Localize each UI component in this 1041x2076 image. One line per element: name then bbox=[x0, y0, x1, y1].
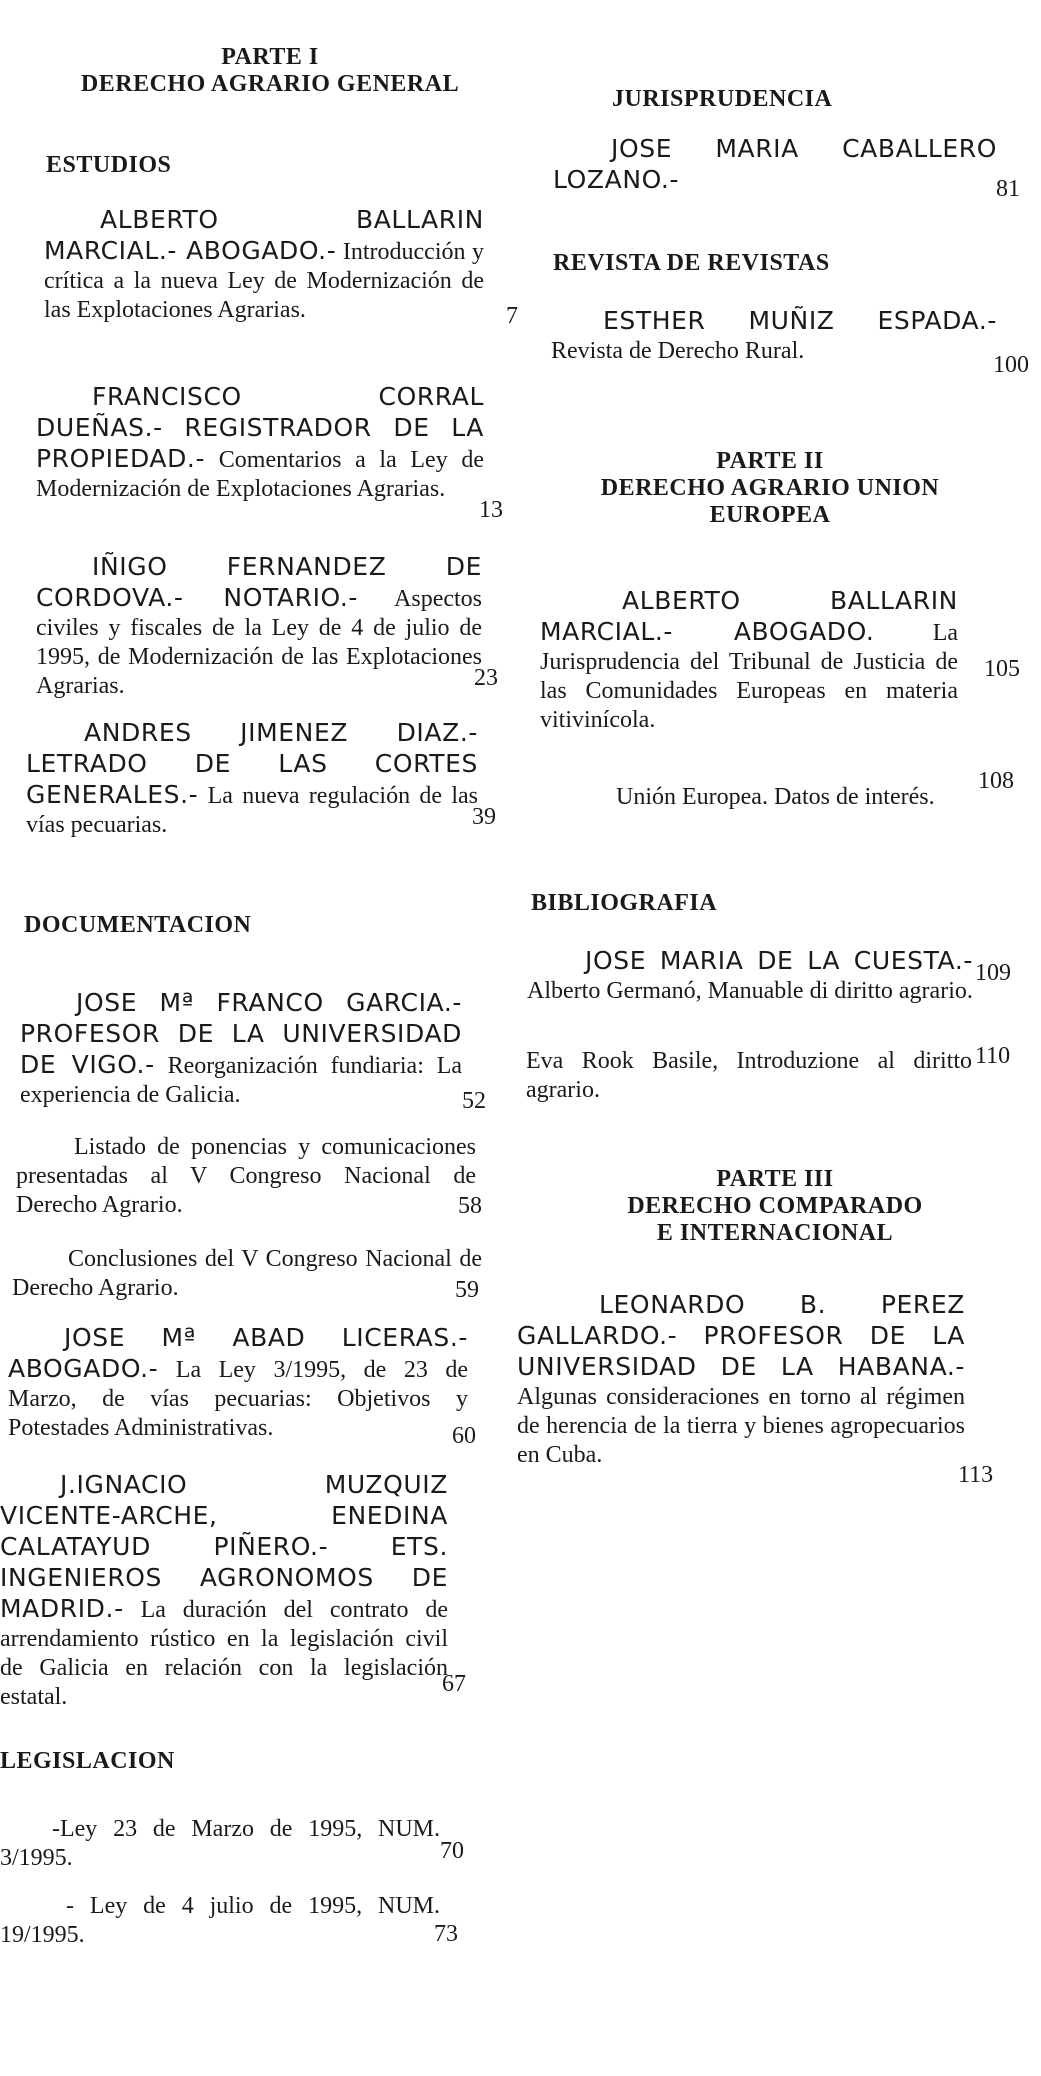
toc-entry bbox=[534, 783, 944, 812]
toc-entry bbox=[526, 1047, 972, 1105]
entry-title: Eva Rook Basile, Introduzione al diritto agrario. bbox=[526, 1048, 972, 1103]
entry-author: ALBERTO BALLARIN MARCIAL.- ABOGADO. bbox=[540, 586, 958, 646]
page-number: 113 bbox=[958, 1462, 994, 1488]
page-number: 52 bbox=[462, 1088, 486, 1114]
entry-author: JOSE MARIA DE LA CUESTA.- bbox=[585, 946, 973, 975]
entry-title: La duración del contrato de arrendamiento rústico en la legislación civil de Galicia en relación con la legislación estatal. bbox=[0, 1597, 448, 1710]
entry-title: Comentarios a la Ley de Modernización de Explotaciones Agrarias. bbox=[36, 447, 485, 502]
section-heading-jurisprudencia: JURISPRUDENCIA bbox=[612, 86, 833, 112]
entry-title: Unión Europea. Datos de interés. bbox=[616, 784, 935, 810]
page-number: 105 bbox=[984, 656, 1020, 682]
page-number: 59 bbox=[455, 1277, 479, 1303]
entry-title: Conclusiones del V Congreso Nacional de Derecho Agrario. bbox=[12, 1246, 482, 1301]
entry-title: La nueva regulación de las vías pecuarias. bbox=[26, 783, 478, 838]
entry-title: La Ley 3/1995, de 23 de Marzo, de vías pecuarias: Objetivos y Potestades Administrativas. bbox=[8, 1357, 468, 1441]
toc-entry bbox=[540, 586, 958, 735]
entry-title: La Jurisprudencia del Tribunal de Justicia de las Comunidades Europeas en materia vitivinícola. bbox=[540, 620, 959, 733]
part-3-title-line1: DERECHO COMPARADO bbox=[627, 1193, 923, 1219]
entry-title: Reorganización fundiaria: La experiencia de Galicia. bbox=[20, 1053, 463, 1108]
part-2-label: PARTE II bbox=[716, 448, 824, 474]
entry-title: Algunas consideraciones en torno al régimen de herencia de la tierra y bienes agropecuarios en Cuba. bbox=[517, 1384, 965, 1468]
toc-entry bbox=[36, 552, 482, 701]
part-3-title-line2: E INTERNACIONAL bbox=[656, 1220, 894, 1246]
part-1-heading bbox=[50, 44, 490, 98]
entry-title: -Ley 23 de Marzo de 1995, NUM. 3/1995. bbox=[0, 1816, 440, 1871]
section-heading-revista: REVISTA DE REVISTAS bbox=[553, 250, 830, 276]
page-number: 58 bbox=[458, 1193, 482, 1219]
part-2-title-line2: EUROPEA bbox=[709, 502, 831, 528]
entry-author: LEONARDO B. PEREZ GALLARDO.- PROFESOR DE LA UNIVERSIDAD DE LA HABANA.- bbox=[517, 1290, 965, 1381]
toc-entry bbox=[527, 946, 973, 1006]
toc-entry bbox=[36, 382, 484, 504]
entry-author: J.IGNACIO MUZQUIZ VICENTE-ARCHE, ENEDINA CALATAYUD PIÑERO.- ETS. INGENIEROS AGRONOMOS DE MADRID.- bbox=[0, 1470, 448, 1623]
part-1-label: PARTE I bbox=[221, 44, 319, 70]
part-2-heading bbox=[560, 448, 980, 529]
part-2-title-line1: DERECHO AGRARIO UNION bbox=[600, 475, 940, 501]
entry-author: JOSE MARIA CABALLERO LOZANO.- bbox=[553, 134, 997, 194]
page-number: 23 bbox=[474, 665, 498, 691]
toc-entry bbox=[0, 1815, 440, 1873]
entry-title: Revista de Derecho Rural. bbox=[551, 338, 805, 364]
entry-author: JOSE Mª ABAD LICERAS.- ABOGADO.- bbox=[8, 1323, 468, 1383]
page-number: 108 bbox=[978, 768, 1014, 794]
toc-entry bbox=[12, 1245, 482, 1303]
page-number: 13 bbox=[479, 497, 503, 523]
toc-entry bbox=[26, 718, 478, 840]
page-number: 73 bbox=[434, 1921, 458, 1947]
toc-entry bbox=[16, 1133, 476, 1220]
toc-entry bbox=[551, 306, 997, 366]
entry-title: Aspectos civiles y fiscales de la Ley de 4 de julio de 1995, de Modernización de las Explotaciones Agrarias. bbox=[36, 586, 482, 699]
page-number: 39 bbox=[472, 804, 496, 830]
part-3-heading bbox=[580, 1166, 970, 1247]
entry-author: ALBERTO BALLARIN MARCIAL.- ABOGADO.- bbox=[44, 205, 484, 265]
entry-author: ESTHER MUÑIZ ESPADA.- bbox=[603, 306, 997, 335]
page-number: 100 bbox=[993, 352, 1029, 378]
toc-entry bbox=[44, 205, 484, 325]
part-1-title: DERECHO AGRARIO GENERAL bbox=[80, 71, 460, 97]
page-number: 81 bbox=[996, 176, 1020, 202]
entry-author: JOSE Mª FRANCO GARCIA.- PROFESOR DE LA UNIVERSIDAD DE VIGO.- bbox=[20, 988, 462, 1079]
entry-title: - Ley de 4 julio de 1995, NUM. 19/1995. bbox=[0, 1893, 440, 1948]
part-3-label: PARTE III bbox=[716, 1166, 834, 1192]
entry-author: IÑIGO FERNANDEZ DE CORDOVA.- NOTARIO.- bbox=[36, 552, 482, 612]
section-heading-bibliografia: BIBLIOGRAFIA bbox=[531, 890, 718, 916]
page-number: 7 bbox=[506, 303, 518, 329]
toc-entry bbox=[8, 1323, 468, 1443]
toc-entry bbox=[20, 988, 462, 1110]
toc-entry bbox=[0, 1470, 448, 1712]
toc-entry bbox=[0, 1892, 440, 1950]
entry-title: Introducción y crítica a la nueva Ley de Modernización de las Explotaciones Agrarias. bbox=[44, 239, 484, 323]
section-heading-estudios: ESTUDIOS bbox=[46, 152, 172, 178]
toc-entry bbox=[517, 1290, 965, 1470]
page-number: 67 bbox=[442, 1671, 466, 1697]
entry-author: FRANCISCO CORRAL DUEÑAS.- REGISTRADOR DE LA PROPIEDAD.- bbox=[36, 382, 484, 473]
page-number: 70 bbox=[440, 1838, 464, 1864]
section-heading-legislacion: LEGISLACION bbox=[0, 1748, 175, 1774]
entry-author: ANDRES JIMENEZ DIAZ.- LETRADO DE LAS CORTES GENERALES.- bbox=[26, 718, 478, 809]
entry-title: Listado de ponencias y comunicaciones presentadas al V Congreso Nacional de Derecho Agrario. bbox=[16, 1134, 476, 1218]
toc-entry bbox=[553, 134, 997, 196]
entry-title: Alberto Germanó, Manuable di diritto agrario. bbox=[527, 978, 973, 1004]
page-number: 110 bbox=[975, 1043, 1011, 1069]
page-number: 109 bbox=[975, 960, 1011, 986]
section-heading-documentacion: DOCUMENTACION bbox=[24, 912, 252, 938]
page-number: 60 bbox=[452, 1423, 476, 1449]
